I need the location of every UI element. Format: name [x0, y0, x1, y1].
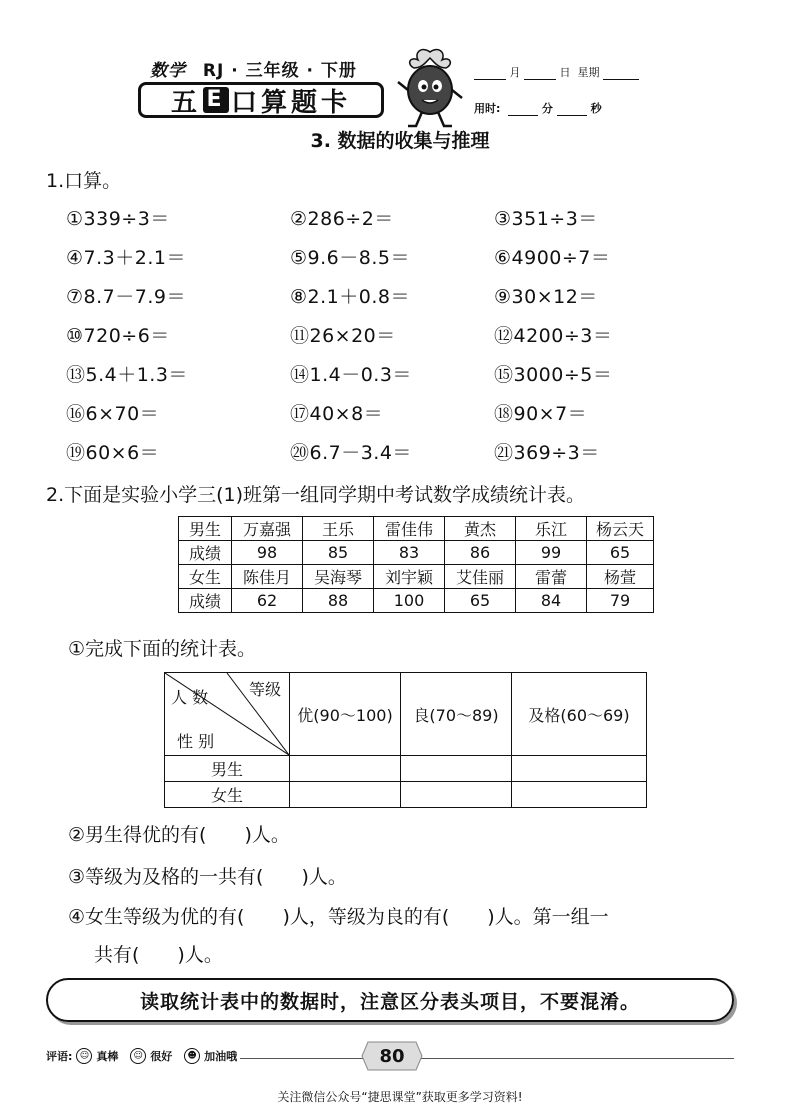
corner-bottom-label: 性 别: [177, 732, 215, 751]
calc-item: ⑲60×6＝: [66, 442, 160, 464]
banner-pre: 五: [170, 87, 201, 118]
date-field: [474, 64, 639, 80]
table-cell: 83: [374, 541, 445, 565]
evaluation-option-1: 真棒: [96, 1050, 119, 1063]
calc-item: ⑨30×12＝: [494, 286, 598, 308]
stat-cell-blank[interactable]: [290, 782, 401, 808]
stat-cell-blank[interactable]: [290, 756, 401, 782]
row-header-cell: 成绩: [179, 541, 232, 565]
corner-top-label: 等级: [249, 680, 282, 699]
table-cell: 65: [587, 541, 654, 565]
month-label: 月: [509, 66, 521, 79]
month-blank[interactable]: [474, 67, 506, 80]
table-cell: 98: [232, 541, 303, 565]
table-row: [179, 589, 654, 613]
table-cell: 88: [303, 589, 374, 613]
header-subject-line: [150, 56, 357, 81]
sub-question-4-line1: ④女生等级为优的有( )人，等级为良的有( )人。第一组一: [68, 906, 609, 928]
row-header-cell: 男生: [179, 517, 232, 541]
calc-item: ㉑369÷3＝: [494, 442, 600, 464]
calc-item: ⑬5.4＋1.3＝: [66, 364, 188, 386]
stat-col-good: 良(70～89): [401, 673, 512, 756]
week-blank[interactable]: [603, 67, 639, 80]
calc-item: ④7.3＋2.1＝: [66, 247, 186, 269]
q2-title: 2.下面是实验小学三(1)班第一组同学期中考试数学成绩统计表。: [46, 484, 586, 506]
calc-item: ⑫4200÷3＝: [494, 325, 613, 347]
week-label: 星期: [577, 66, 600, 79]
subject-label: 数学: [150, 61, 186, 81]
calc-item: ⑯6×70＝: [66, 403, 160, 425]
table-cell: 100: [374, 589, 445, 613]
page-number: 80: [379, 1045, 405, 1067]
stat-cell-blank[interactable]: [512, 782, 647, 808]
minute-label: 分: [541, 102, 553, 115]
table-cell: 雷佳伟: [374, 517, 445, 541]
evaluation-label: 评语:: [46, 1050, 73, 1063]
table-cell: 雷蕾: [516, 565, 587, 589]
table-cell: 84: [516, 589, 587, 613]
stat-row-girls: 女生: [165, 782, 290, 808]
banner-title: [138, 82, 384, 118]
calc-item: ⑱90×7＝: [494, 403, 588, 425]
table-row: [179, 565, 654, 589]
table-cell: 吴海琴: [303, 565, 374, 589]
calc-item: ⑭1.4－0.3＝: [290, 364, 412, 386]
cheer-face-icon[interactable]: ☻: [184, 1048, 200, 1064]
stat-table: [164, 672, 647, 808]
table-cell: 刘宇颖: [374, 565, 445, 589]
row-header-cell: 成绩: [179, 589, 232, 613]
table-cell: 85: [303, 541, 374, 565]
table-cell: 99: [516, 541, 587, 565]
table-cell: 杨云天: [587, 517, 654, 541]
mascot-icon: [392, 46, 468, 132]
tip-box: 读取统计表中的数据时，注意区分表头项目，不要混淆。: [46, 978, 734, 1022]
sub-question-2: ②男生得优的有( )人。: [68, 824, 290, 846]
table-cell: 65: [445, 589, 516, 613]
table-cell: 79: [587, 589, 654, 613]
table-cell: 黄杰: [445, 517, 516, 541]
edition-label: RJ · 三年级 · 下册: [202, 61, 357, 81]
stat-corner-cell: [165, 673, 290, 756]
time-field: [474, 100, 602, 116]
calc-item: ⑤9.6－8.5＝: [290, 247, 410, 269]
second-label: 秒: [590, 102, 602, 115]
day-label: 日: [559, 66, 571, 79]
smile-face-icon[interactable]: ☺: [76, 1048, 92, 1064]
banner-post: 口算题卡: [231, 87, 352, 118]
calc-item: ⑮3000÷5＝: [494, 364, 613, 386]
evaluation-row: [46, 1048, 237, 1064]
evaluation-option-3: 加油哦: [204, 1050, 238, 1063]
q1-title: 1.口算。: [46, 170, 122, 192]
table-row: [179, 517, 654, 541]
second-blank[interactable]: [557, 103, 587, 116]
table-cell: 乐江: [516, 517, 587, 541]
stat-col-excellent: 优(90～100): [290, 673, 401, 756]
calc-item: ①339÷3＝: [66, 208, 170, 230]
evaluation-option-2: 很好: [150, 1050, 173, 1063]
stat-col-pass: 及格(60～69): [512, 673, 647, 756]
calc-item: ③351÷3＝: [494, 208, 598, 230]
table-cell: 陈佳月: [232, 565, 303, 589]
table-cell: 62: [232, 589, 303, 613]
sub-question-1: ①完成下面的统计表。: [68, 638, 257, 660]
footer-divider: [240, 1058, 734, 1059]
table-cell: 万嘉强: [232, 517, 303, 541]
stat-cell-blank[interactable]: [512, 756, 647, 782]
happy-face-icon[interactable]: ☺: [130, 1048, 146, 1064]
table-row: [179, 541, 654, 565]
row-header-cell: 女生: [179, 565, 232, 589]
corner-mid-label: 人 数: [171, 688, 209, 707]
sub-question-4-line2: 共有( )人。: [94, 944, 223, 966]
calc-item: ⑰40×8＝: [290, 403, 384, 425]
table-cell: 杨萱: [587, 565, 654, 589]
calc-item: ⑩720÷6＝: [66, 325, 170, 347]
calc-item: ⑳6.7－3.4＝: [290, 442, 412, 464]
score-table: [178, 516, 654, 613]
time-label: 用时:: [474, 102, 501, 115]
table-cell: 王乐: [303, 517, 374, 541]
banner-e-logo: E: [203, 87, 229, 113]
table-cell: 86: [445, 541, 516, 565]
calc-item: ⑥4900÷7＝: [494, 247, 611, 269]
table-cell: 艾佳丽: [445, 565, 516, 589]
day-blank[interactable]: [524, 67, 556, 80]
sub-question-3: ③等级为及格的一共有( )人。: [68, 866, 347, 888]
stat-cell-blank[interactable]: [401, 756, 512, 782]
bottom-note: 关注微信公众号“捷思课堂”获取更多学习资料!: [277, 1090, 523, 1104]
calc-item: ⑦8.7－7.9＝: [66, 286, 186, 308]
section-title: 3. 数据的收集与推理: [310, 130, 490, 152]
stat-row-boys: 男生: [165, 756, 290, 782]
calc-item: ②286÷2＝: [290, 208, 394, 230]
calc-item: ⑪26×20＝: [290, 325, 396, 347]
stat-cell-blank[interactable]: [401, 782, 512, 808]
calc-item: ⑧2.1＋0.8＝: [290, 286, 410, 308]
minute-blank[interactable]: [508, 103, 538, 116]
